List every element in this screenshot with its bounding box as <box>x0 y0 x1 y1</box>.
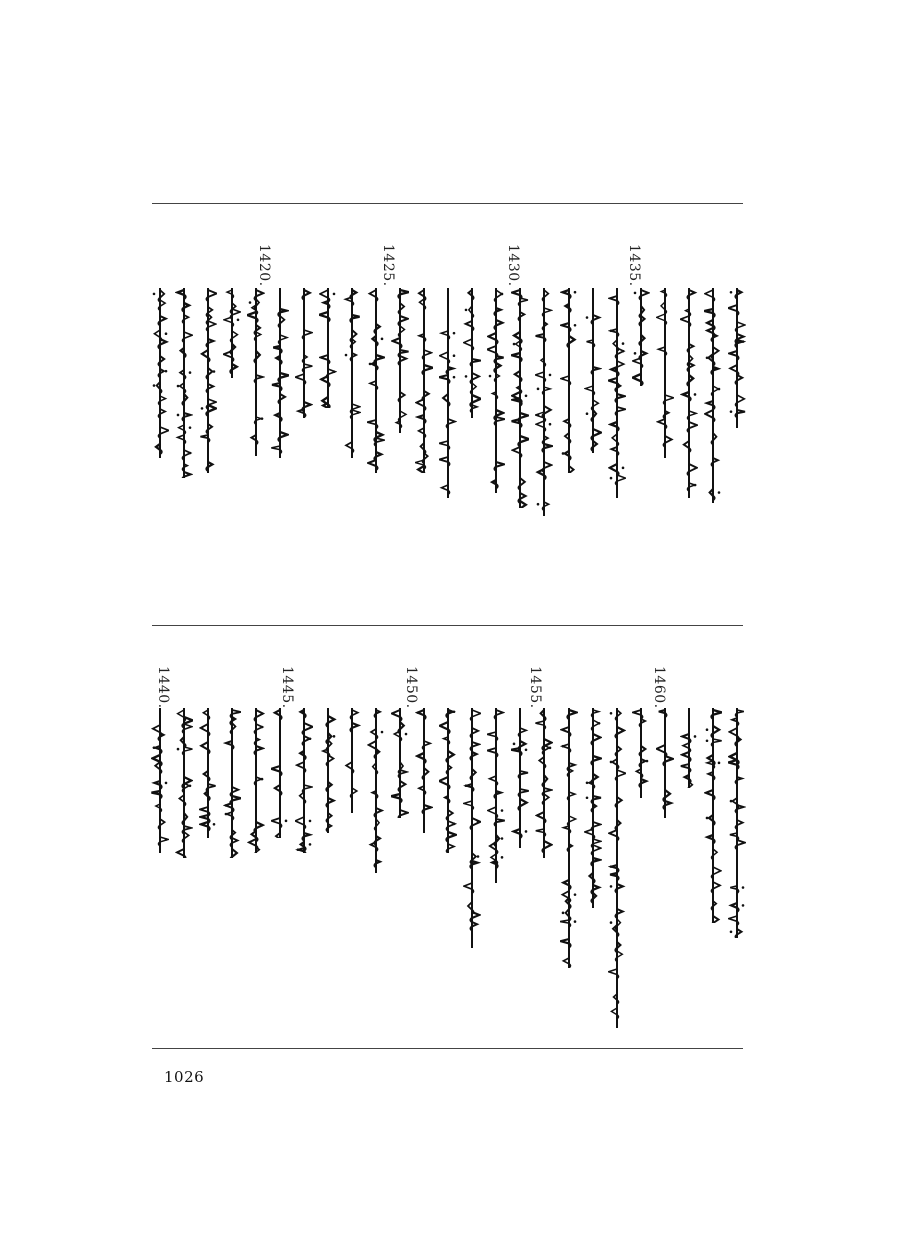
script-column <box>463 288 481 418</box>
line-number-1460: 1460. <box>651 666 667 709</box>
script-column <box>656 708 674 818</box>
script-column <box>439 288 457 498</box>
page-number: 1026 <box>164 1068 205 1086</box>
script-column <box>319 708 337 833</box>
script-column <box>175 708 193 858</box>
script-column <box>560 288 578 473</box>
script-column <box>608 288 626 498</box>
script-column <box>319 288 337 408</box>
rule-middle <box>152 625 743 626</box>
script-column <box>608 708 626 1028</box>
script-column <box>151 708 169 853</box>
line-number-1445: 1445. <box>279 666 295 709</box>
script-column <box>199 708 217 838</box>
script-column <box>487 288 505 493</box>
script-column <box>391 708 409 818</box>
script-column <box>439 708 457 853</box>
script-column <box>704 288 722 503</box>
script-column <box>415 288 433 473</box>
line-number-1440: 1440. <box>155 666 171 709</box>
script-column <box>343 708 361 813</box>
script-column <box>632 288 650 386</box>
script-column <box>151 288 169 458</box>
line-number-1435: 1435. <box>626 244 642 287</box>
script-column <box>271 708 289 838</box>
script-column <box>535 708 553 858</box>
line-number-1425: 1425. <box>380 244 396 287</box>
script-column <box>680 288 698 498</box>
line-number-1455: 1455. <box>527 666 543 709</box>
script-column <box>680 708 698 788</box>
rule-bottom <box>152 1048 743 1049</box>
script-column <box>584 288 602 453</box>
script-column <box>271 288 289 458</box>
script-column <box>463 708 481 948</box>
script-column <box>223 288 241 378</box>
script-column <box>343 288 361 458</box>
line-number-1430: 1430. <box>505 244 521 287</box>
rule-top <box>152 203 743 204</box>
script-column <box>415 708 433 833</box>
script-column <box>511 288 529 508</box>
script-column <box>511 708 529 848</box>
script-column <box>487 708 505 883</box>
line-number-1420: 1420. <box>256 244 272 287</box>
script-column <box>367 288 385 473</box>
script-column <box>632 708 650 798</box>
script-column <box>704 708 722 923</box>
script-column <box>199 288 217 473</box>
line-number-1450: 1450. <box>403 666 419 709</box>
script-column <box>535 288 553 516</box>
script-column <box>247 288 265 456</box>
script-column <box>367 708 385 873</box>
script-column <box>223 708 241 858</box>
script-column <box>728 708 746 938</box>
script-column <box>391 288 409 433</box>
script-column <box>584 708 602 908</box>
script-column <box>560 708 578 968</box>
script-column <box>175 288 193 478</box>
script-column <box>295 708 313 853</box>
script-column <box>295 288 313 418</box>
script-column <box>656 288 674 458</box>
script-column <box>247 708 265 853</box>
script-column <box>728 288 746 428</box>
